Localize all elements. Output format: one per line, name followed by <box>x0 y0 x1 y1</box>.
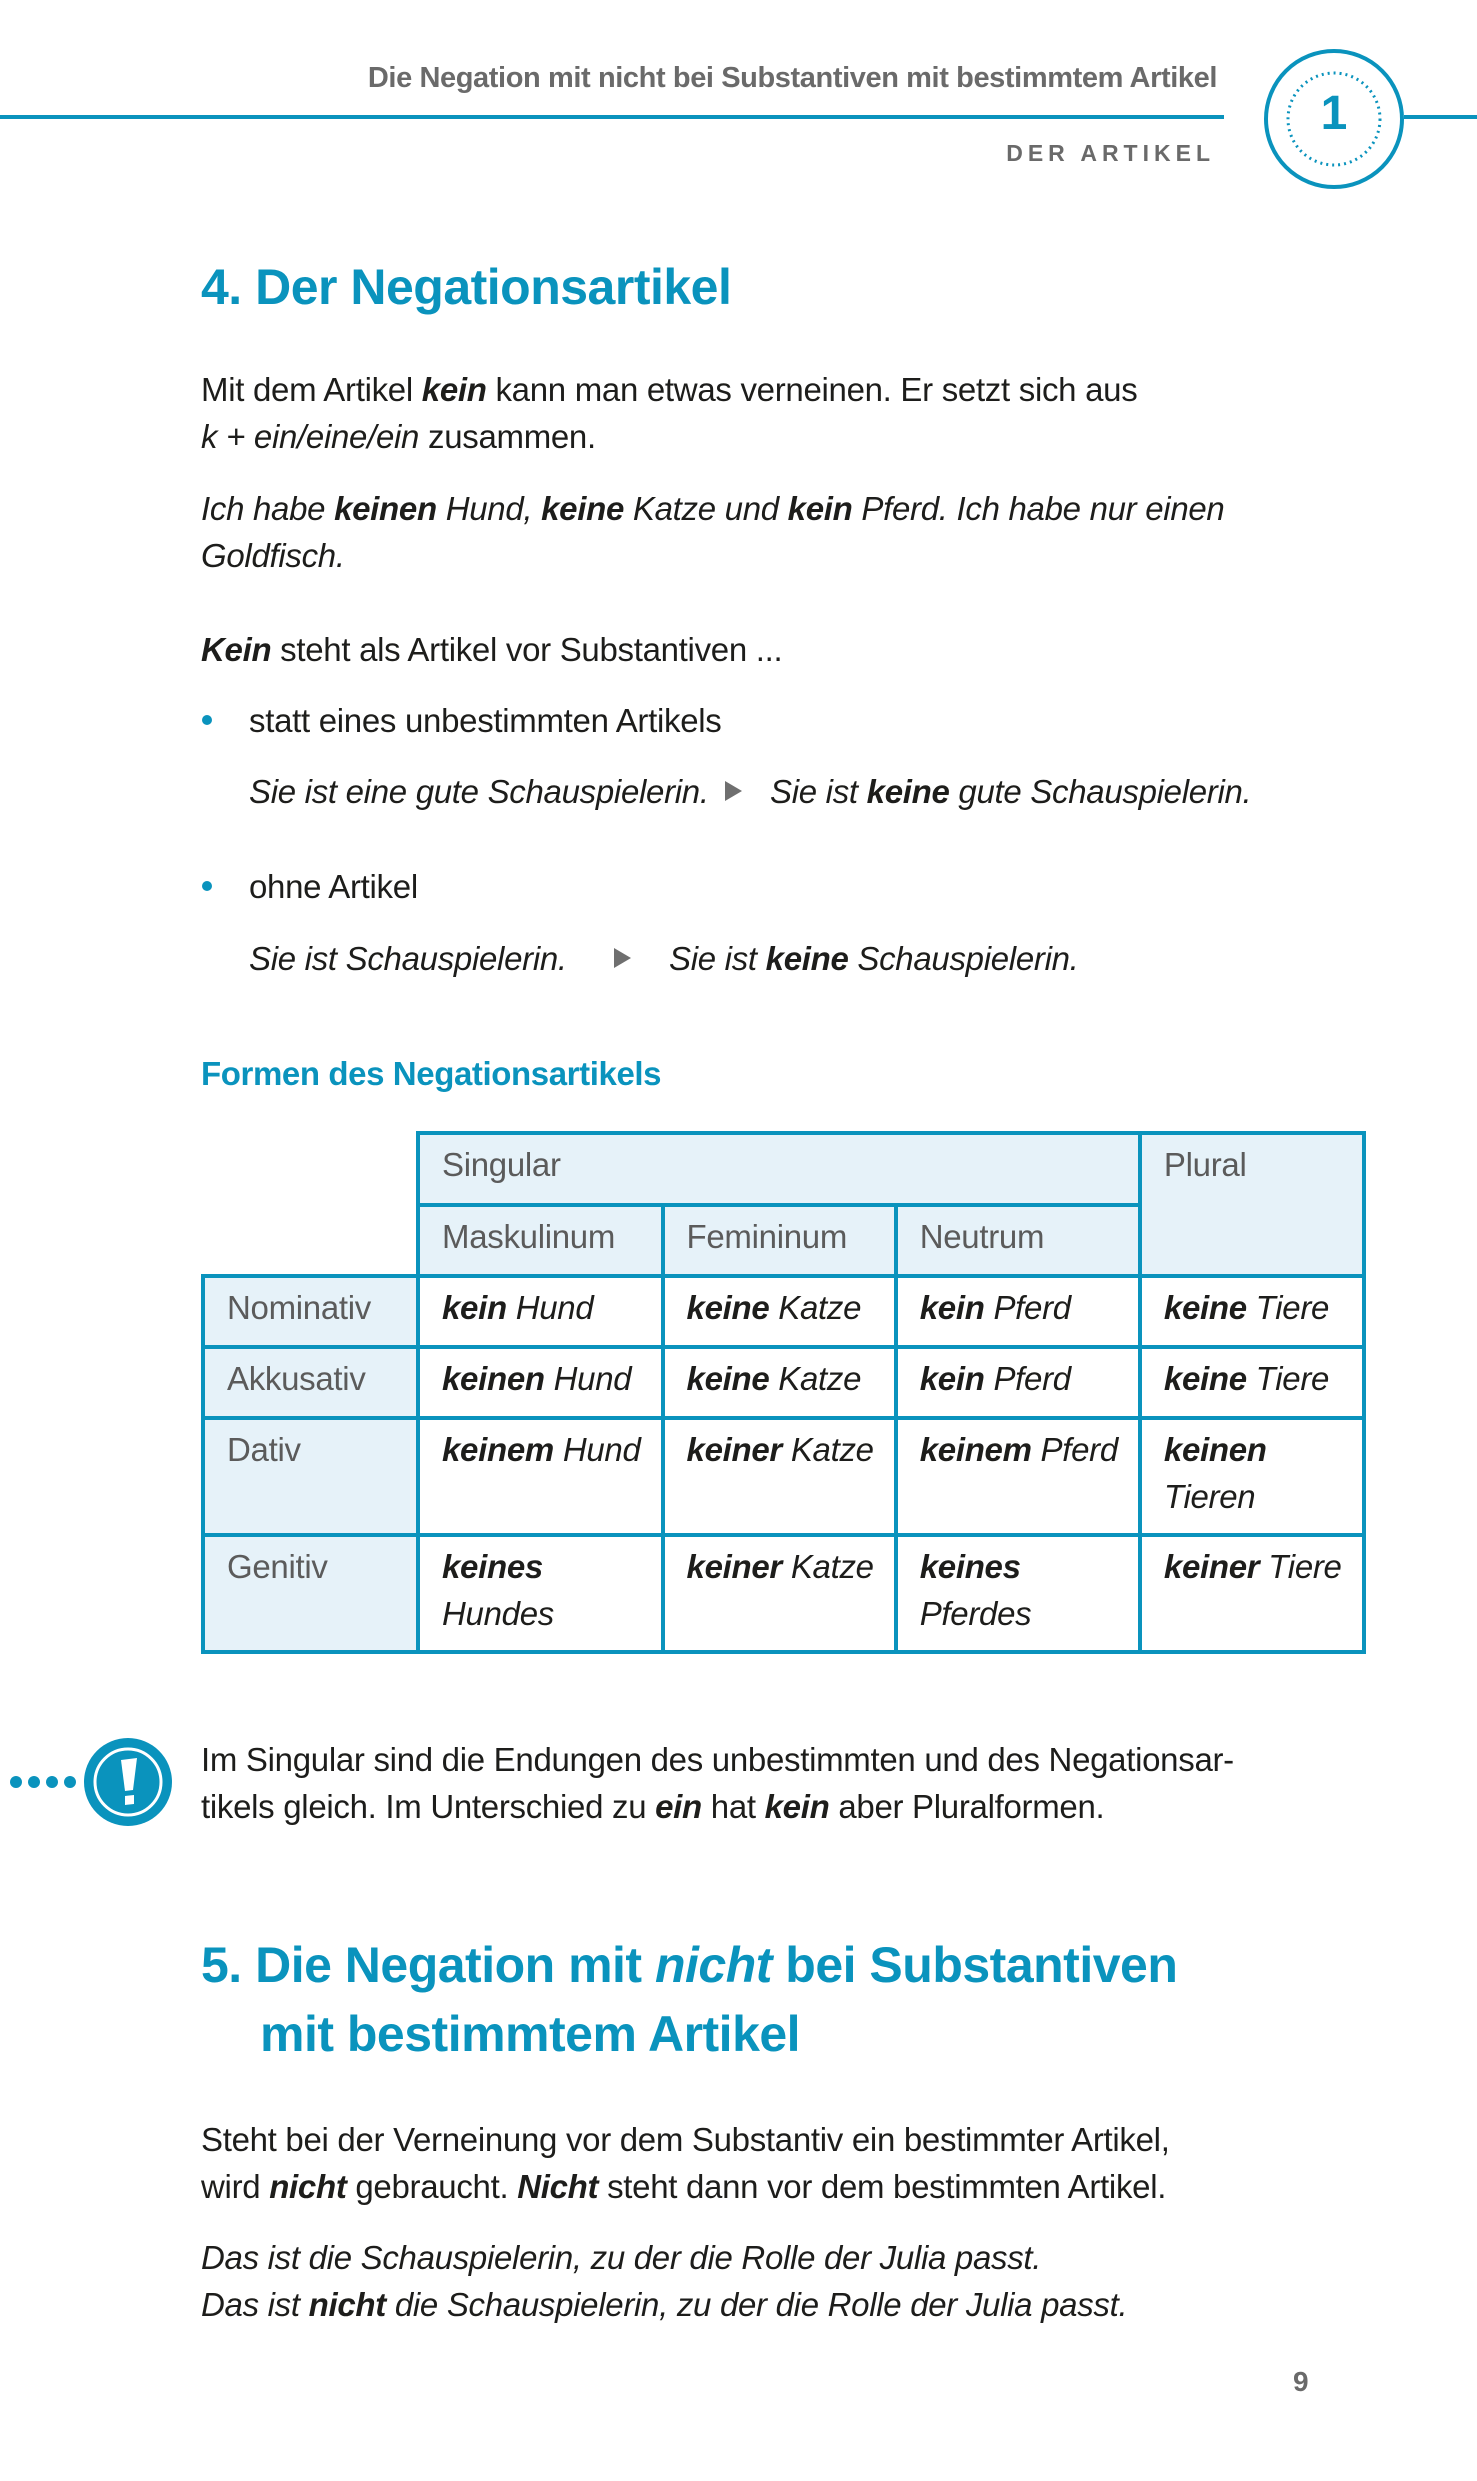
section-4-heading: 4. Der Negationsartikel <box>201 259 732 315</box>
intro-paragraph: Mit dem Artikel kein kann man etwas verneinen. Er setzt sich aus k + ein/eine/ein zusammen. <box>201 371 1138 455</box>
table-cell: keiner Katze <box>663 1535 896 1652</box>
chapter-badge <box>1263 48 1405 190</box>
bullet-dot-icon <box>202 715 212 725</box>
row-header-nominativ: Nominativ <box>203 1276 418 1347</box>
table-row <box>203 1276 1364 1347</box>
section-5-heading-line-2: mit bestimmtem Artikel <box>260 2006 801 2062</box>
header-plural: Plural <box>1140 1133 1364 1276</box>
table-row <box>203 1418 1364 1535</box>
example-sentence: Ich habe keinen Hund, keine Katze und kein Pferd. Ich habe nur einen Goldfisch. <box>201 490 1225 574</box>
chapter-label: DER ARTIKEL <box>1006 140 1215 166</box>
arrow-right-icon <box>614 948 631 968</box>
table-cell: keinem Hund <box>418 1418 663 1535</box>
table-corner <box>203 1133 418 1276</box>
bullet-1-example-from: Sie ist eine gute Schauspielerin. <box>249 773 709 810</box>
bullet-2-example-from: Sie ist Schauspielerin. <box>249 940 567 977</box>
bullet-item-2: ohne Artikel <box>249 868 418 905</box>
table-row <box>203 1347 1364 1418</box>
lead-sentence: Kein steht als Artikel vor Substantiven ... <box>201 631 783 668</box>
row-header-dativ: Dativ <box>203 1418 418 1535</box>
table-cell: keines Pferdes <box>896 1535 1140 1652</box>
table-cell: keiner Katze <box>663 1418 896 1535</box>
arrow-right-icon <box>725 781 742 801</box>
table-cell: keines Hundes <box>418 1535 663 1652</box>
note-text: Im Singular sind die Endungen des unbestimmten und des Negationsar- tikels gleich. Im Unterschied zu ein hat kein aber Pluralformen. <box>201 1741 1234 1825</box>
chapter-number: 1 <box>1320 87 1348 140</box>
table-cell: keinen Hund <box>418 1347 663 1418</box>
header-maskulinum: Maskulinum <box>418 1205 663 1276</box>
table-cell: kein Hund <box>418 1276 663 1347</box>
table-row <box>203 1535 1364 1652</box>
bullet-dot-icon <box>202 881 212 891</box>
negation-article-table <box>201 1131 1366 1654</box>
section-5-heading-line-1: 5. Die Negation mit nicht bei Substantiven <box>201 1937 1178 1993</box>
header-neutrum: Neutrum <box>896 1205 1140 1276</box>
row-header-akkusativ: Akkusativ <box>203 1347 418 1418</box>
table-cell: keinem Pferd <box>896 1418 1140 1535</box>
header-rule <box>0 115 1224 119</box>
table-cell: kein Pferd <box>896 1347 1140 1418</box>
table-cell: keine Tiere <box>1140 1347 1364 1418</box>
header-femininum: Femininum <box>663 1205 896 1276</box>
table-cell: keine Tiere <box>1140 1276 1364 1347</box>
note-dots-icon <box>10 1776 76 1788</box>
table-title: Formen des Negationsartikels <box>201 1055 662 1092</box>
table-cell: keine Katze <box>663 1276 896 1347</box>
page-number: 9 <box>1293 2366 1309 2397</box>
bullet-1-example-to: Sie ist keine gute Schauspielerin. <box>770 773 1252 810</box>
header-rule-right <box>1404 115 1477 119</box>
table-cell: kein Pferd <box>896 1276 1140 1347</box>
running-title: Die Negation mit nicht bei Substantiven mit bestimmtem Artikel <box>367 62 1217 94</box>
header-singular: Singular <box>418 1133 1140 1205</box>
exclamation-circle-icon <box>84 1738 172 1826</box>
table-cell: keinen Tieren <box>1140 1418 1364 1535</box>
section-5-paragraph: Steht bei der Verneinung vor dem Substantiv ein bestimmter Artikel, wird nicht gebraucht. Nicht steht dann vor dem bestimmten Artikel. <box>201 2121 1170 2205</box>
table-cell: keine Katze <box>663 1347 896 1418</box>
bullet-item-1: statt eines unbestimmten Artikels <box>249 702 722 739</box>
bullet-2-example-to: Sie ist keine Schauspielerin. <box>669 940 1079 977</box>
row-header-genitiv: Genitiv <box>203 1535 418 1652</box>
section-5-examples: Das ist die Schauspielerin, zu der die Rolle der Julia passt. Das ist nicht die Schauspielerin, zu der die Rolle der Julia passt. <box>201 2239 1128 2323</box>
table-cell: keiner Tiere <box>1140 1535 1364 1652</box>
